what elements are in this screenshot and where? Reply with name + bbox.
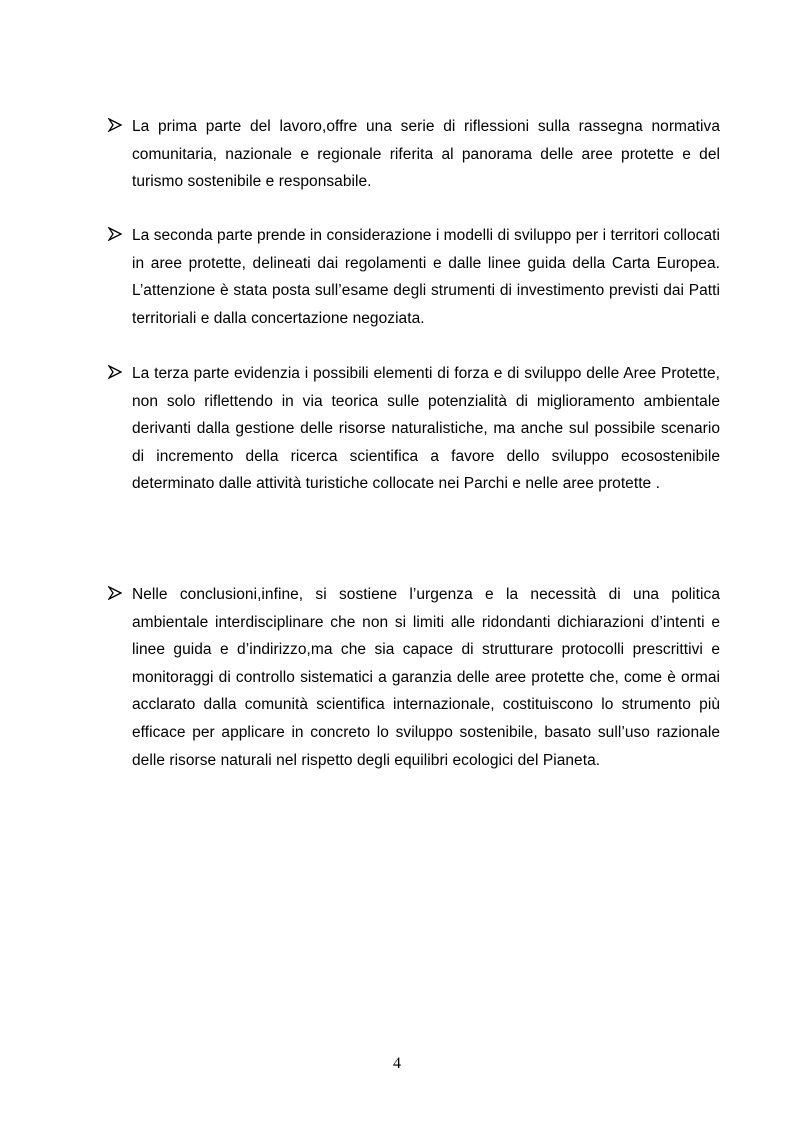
bullet-text-3: La terza parte evidenzia i possibili elementi di forza e di sviluppo delle Aree Protette, non solo riflettendo in via teorica sulle potenzialità di miglioramento ambientale derivanti dalla gestione delle risorse naturalistiche, ma anche sul possibile scenario di incremento della ricerca scientifica a favore dello sviluppo ecosostenibile determinato dalle attività turistiche collocate nei Parchi e nelle aree protette . <box>132 365 720 493</box>
arrowhead-bullet-icon <box>108 586 122 600</box>
bullet-text-4: Nelle conclusioni,infine, si sostiene l’urgenza e la necessità di una politica ambientale interdisciplinare che non si limiti alle ridondanti dichiarazioni d’intenti e linee guida e d’indirizzo,ma che sia capace di strutturare protocolli prescrittivi e monitoraggi di controllo sistematici a garanzia delle aree protette che, come è ormai acclarato dalla comunità scientifica internazionale, costituiscono lo strumento più efficace per applicare in concreto lo sviluppo sostenibile, basato sull’uso razionale delle risorse naturali nel rispetto degli equilibri ecologici del Pianeta. <box>132 586 720 769</box>
arrowhead-bullet-icon <box>108 118 122 132</box>
bullet-item-4 <box>108 581 720 774</box>
page-number: 4 <box>393 1055 401 1072</box>
bullet-text-1: La prima parte del lavoro,offre una serie di riflessioni sulla rassegna normativa comunitaria, nazionale e regionale riferita al panorama delle aree protette e del turismo sostenibile e responsabile. <box>132 118 720 191</box>
bullet-text-2: La seconda parte prende in considerazione i modelli di sviluppo per i territori collocati in aree protette, delineati dai regolamenti e dalle linee guida della Carta Europea. L’attenzione è stata posta sull’esame degli strumenti di investimento previsti dai Patti territoriali e dalla concertazione negoziata. <box>132 227 720 327</box>
bullet-item-1 <box>108 113 720 196</box>
bullet-item-2 <box>108 222 720 332</box>
arrowhead-bullet-icon <box>108 365 122 379</box>
arrowhead-bullet-icon <box>108 227 122 241</box>
bullet-item-3 <box>108 360 720 498</box>
